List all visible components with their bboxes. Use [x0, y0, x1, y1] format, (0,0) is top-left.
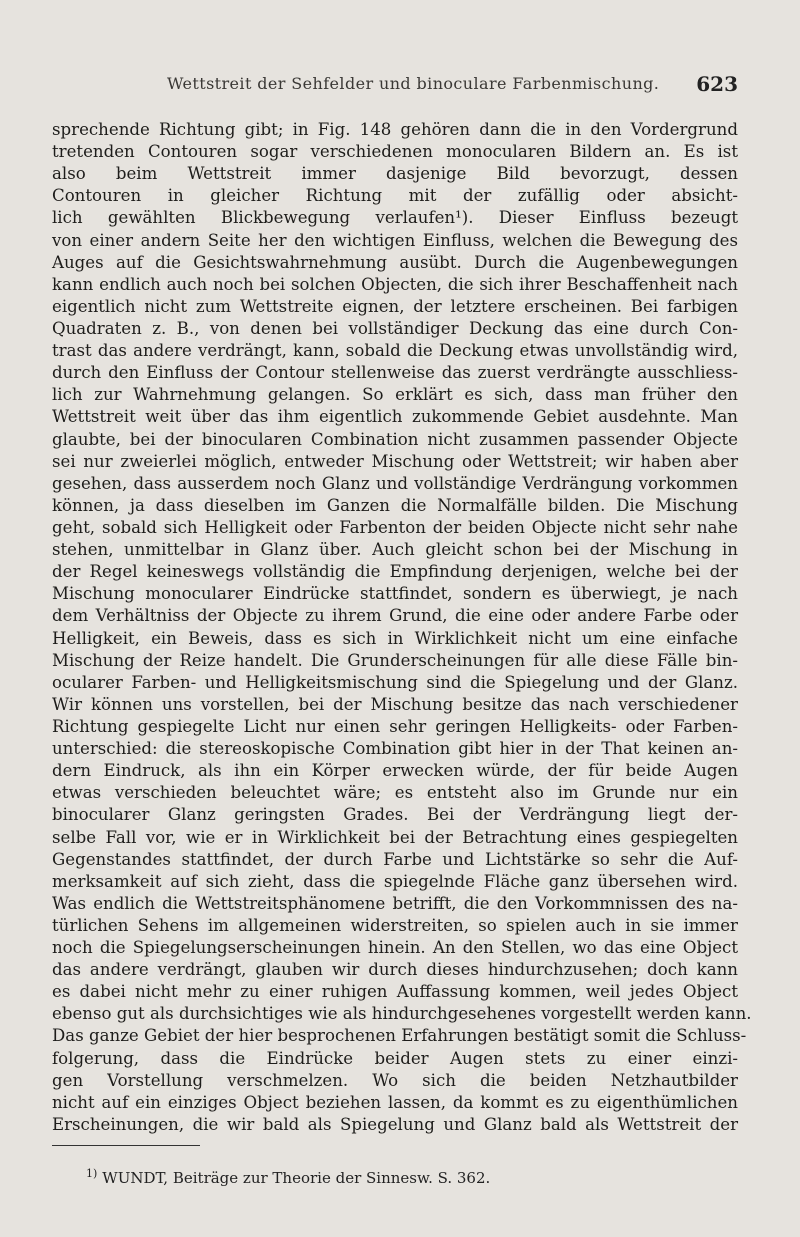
text-line: tretenden Contouren sogar verschiedenen monocularen Bildern an. Es ist	[52, 142, 738, 162]
text-line: dem Verhältniss der Objecte zu ihrem Grund, die eine oder andere Farbe oder	[52, 606, 738, 626]
text-line: glaubte, bei der binocularen Combination nicht zusammen passender Objecte	[52, 429, 738, 449]
text-line: Quadraten z. B., von denen bei vollständiger Deckung das eine durch Con-	[52, 318, 738, 338]
text-line: Richtung gespiegelte Licht nur einen sehr geringen Helligkeits- oder Farben-	[52, 716, 738, 736]
text-line: der Regel keineswegs vollständig die Empfindung derjenigen, welche bei der	[52, 562, 738, 582]
text-line: Contouren in gleicher Richtung mit der zufällig oder absicht-	[52, 186, 738, 206]
page-number: 623	[696, 72, 738, 96]
running-title: Wettstreit der Sehfelder und binoculare Farbenmischung.	[167, 74, 660, 93]
text-line: trast das andere verdrängt, kann, sobald die Deckung etwas unvollständig wird,	[52, 341, 738, 361]
text-line: etwas verschieden beleuchtet wäre; es entsteht also im Grunde nur ein	[52, 783, 738, 803]
text-line: Erscheinungen, die wir bald als Spiegelung und Glanz bald als Wettstreit der	[52, 1114, 738, 1134]
text-line: merksamkeit auf sich zieht, dass die spiegelnde Fläche ganz übersehen wird.	[52, 871, 738, 891]
text-line: Auges auf die Gesichtswahrnehmung ausübt. Durch die Augenbewegungen	[52, 252, 738, 272]
text-line: gesehen, dass ausserdem noch Glanz und vollständige Verdrängung vorkommen	[52, 473, 738, 493]
text-line: lich gewählten Blickbewegung verlaufen¹). Dieser Einfluss bezeugt	[52, 208, 738, 228]
text-line: also beim Wettstreit immer dasjenige Bild bevorzugt, dessen	[52, 164, 738, 184]
text-line: ebenso gut als durchsichtiges wie als hindurchgesehenes vorgestellt werden kann.	[52, 1004, 752, 1024]
text-line: Wettstreit weit über das ihm eigentlich zukommende Gebiet ausdehnte. Man	[52, 407, 738, 427]
text-line: folgerung, dass die Eindrücke beider Augen stets zu einer einzi-	[52, 1048, 738, 1068]
footnote	[86, 1167, 490, 1187]
text-line: Das ganze Gebiet der hier besprochenen Erfahrungen bestätigt somit die Schluss-	[52, 1026, 747, 1046]
footnote-divider	[52, 1145, 200, 1146]
text-line: geht, sobald sich Helligkeit oder Farbenton der beiden Objecte nicht sehr nahe	[52, 517, 738, 537]
page-header	[52, 74, 738, 100]
text-line: türlichen Sehens im allgemeinen widerstreiten, so spielen auch in sie immer	[52, 915, 738, 935]
text-line: unterschied: die stereoskopische Combination gibt hier in der That keinen an-	[52, 739, 738, 759]
text-line: binocularer Glanz geringsten Grades. Bei der Verdrängung liegt der-	[52, 805, 738, 825]
text-line: sprechende Richtung gibt; in Fig. 148 gehören dann die in den Vordergrund	[52, 120, 738, 139]
text-line: Gegenstandes stattfindet, der durch Farbe und Lichtstärke so sehr die Auf-	[52, 849, 738, 869]
text-line: das andere verdrängt, glauben wir durch dieses hindurchzusehen; doch kann	[52, 960, 738, 980]
text-line: selbe Fall vor, wie er in Wirklichkeit bei der Betrachtung eines gespiegelten	[52, 827, 738, 847]
text-line: stehen, unmittelbar in Glanz über. Auch gleicht schon bei der Mischung in	[52, 540, 738, 560]
text-line: Helligkeit, ein Beweis, dass es sich in Wirklichkeit nicht um eine einfache	[52, 628, 738, 648]
text-line: von einer andern Seite her den wichtigen Einfluss, welchen die Bewegung des	[52, 230, 738, 250]
text-line: ocularer Farben- und Helligkeitsmischung sind die Spiegelung und der Glanz.	[52, 672, 738, 692]
text-line: durch den Einfluss der Contour stellenweise das zuerst verdrängte ausschliess-	[52, 363, 738, 383]
footnote-text: WUNDT, Beiträge zur Theorie der Sinnesw. S. 362.	[102, 1169, 491, 1187]
text-line: lich zur Wahrnehmung gelangen. So erklärt es sich, dass man früher den	[52, 385, 738, 405]
body-text	[52, 119, 752, 1136]
text-line: es dabei nicht mehr zu einer ruhigen Auffassung kommen, weil jedes Object	[52, 982, 738, 1002]
text-line: Mischung der Reize handelt. Die Grunderscheinungen für alle diese Fälle bin-	[52, 650, 738, 670]
text-line: sei nur zweierlei möglich, entweder Mischung oder Wettstreit; wir haben aber	[52, 451, 738, 471]
text-line: eigentlich nicht zum Wettstreite eignen, der letztere erscheinen. Bei farbigen	[52, 296, 738, 316]
text-line: kann endlich auch noch bei solchen Objecten, die sich ihrer Beschaffenheit nach	[52, 274, 738, 294]
text-line: gen Vorstellung verschmelzen. Wo sich die beiden Netzhautbilder	[52, 1070, 738, 1090]
text-line: Wir können uns vorstellen, bei der Mischung besitze das nach verschiedener	[52, 694, 738, 714]
text-line: noch die Spiegelungserscheinungen hinein. An den Stellen, wo das eine Object	[52, 938, 738, 958]
text-line: können, ja dass dieselben im Ganzen die Normalfälle bilden. Die Mischung	[52, 495, 738, 515]
text-line: dern Eindruck, als ihn ein Körper erwecken würde, der für beide Augen	[52, 761, 738, 781]
text-line: Mischung monocularer Eindrücke stattfindet, sondern es überwiegt, je nach	[52, 584, 738, 604]
text-line: Was endlich die Wettstreitsphänomene betrifft, die den Vorkommnissen des na-	[52, 893, 738, 913]
footnote-marker: 1)	[86, 1167, 98, 1180]
text-line: nicht auf ein einziges Object beziehen lassen, da kommt es zu eigenthümlichen	[52, 1092, 738, 1112]
